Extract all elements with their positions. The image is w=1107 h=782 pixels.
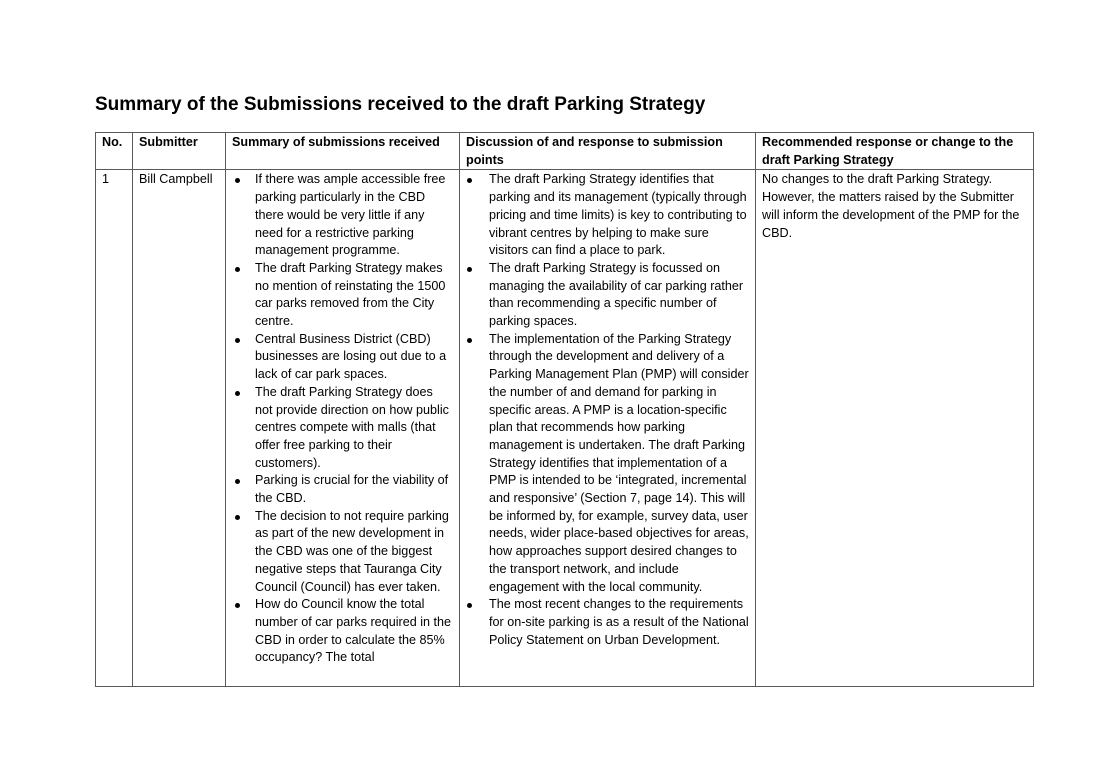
header-summary: Summary of submissions received xyxy=(226,133,460,170)
cell-submitter: Bill Campbell xyxy=(133,170,226,687)
summary-point: Central Business District (CBD) businesses are losing out due to a lack of car park spaces. xyxy=(232,331,453,384)
header-no: No. xyxy=(96,133,133,170)
cell-discussion xyxy=(460,170,756,687)
header-submitter: Submitter xyxy=(133,133,226,170)
summary-point: The draft Parking Strategy makes no mention of reinstating the 1500 car parks removed from the City centre. xyxy=(232,260,453,331)
summary-point: If there was ample accessible free parking particularly in the CBD there would be very little if any need for a restrictive parking management programme. xyxy=(232,171,453,260)
summary-point: The draft Parking Strategy does not provide direction on how public centres compete with malls (that offer free parking to their customers). xyxy=(232,384,453,473)
summary-list xyxy=(232,171,453,667)
discussion-point: The implementation of the Parking Strategy through the development and delivery of a Parking Management Plan (PMP) will consider the number of and demand for parking in specific areas. A PMP is a location-specific plan that recommends how parking management is undertaken. The draft Parking Strategy identifies that implementation of a PMP is intended to be ‘integrated, incremental and responsive’ (Section 7, page 14). This will be informed by, for example, survey data, user needs, wider place-based objectives for areas, how approaches support desired changes to the transport network, and include engagement with the local community. xyxy=(466,331,749,597)
summary-point: Parking is crucial for the viability of the CBD. xyxy=(232,472,453,507)
discussion-point: The draft Parking Strategy is focussed on managing the availability of car parking rather than recommending a specific number of parking spaces. xyxy=(466,260,749,331)
table-header-row xyxy=(96,133,1034,170)
cell-recommended: No changes to the draft Parking Strategy. However, the matters raised by the Submitter will inform the development of the PMP for the CBD. xyxy=(756,170,1034,687)
summary-point: The decision to not require parking as part of the new development in the CBD was one of the biggest negative steps that Tauranga City Council (Council) has ever taken. xyxy=(232,508,453,597)
cell-no: 1 xyxy=(96,170,133,687)
discussion-point: The most recent changes to the requirements for on-site parking is as a result of the National Policy Statement on Urban Development. xyxy=(466,596,749,649)
document-title: Summary of the Submissions received to the draft Parking Strategy xyxy=(95,94,706,115)
header-discussion: Discussion of and response to submission points xyxy=(460,133,756,170)
discussion-list xyxy=(466,171,749,649)
cell-summary xyxy=(226,170,460,687)
summary-point: How do Council know the total number of car parks required in the CBD in order to calculate the 85% occupancy? The total xyxy=(232,596,453,667)
discussion-point: The draft Parking Strategy identifies that parking and its management (typically through pricing and time limits) is key to contributing to vibrant centres by helping to make sure visitors can find a place to park. xyxy=(466,171,749,260)
submissions-table xyxy=(95,132,1034,687)
header-recommended: Recommended response or change to the draft Parking Strategy xyxy=(756,133,1034,170)
table-row xyxy=(96,170,1034,687)
